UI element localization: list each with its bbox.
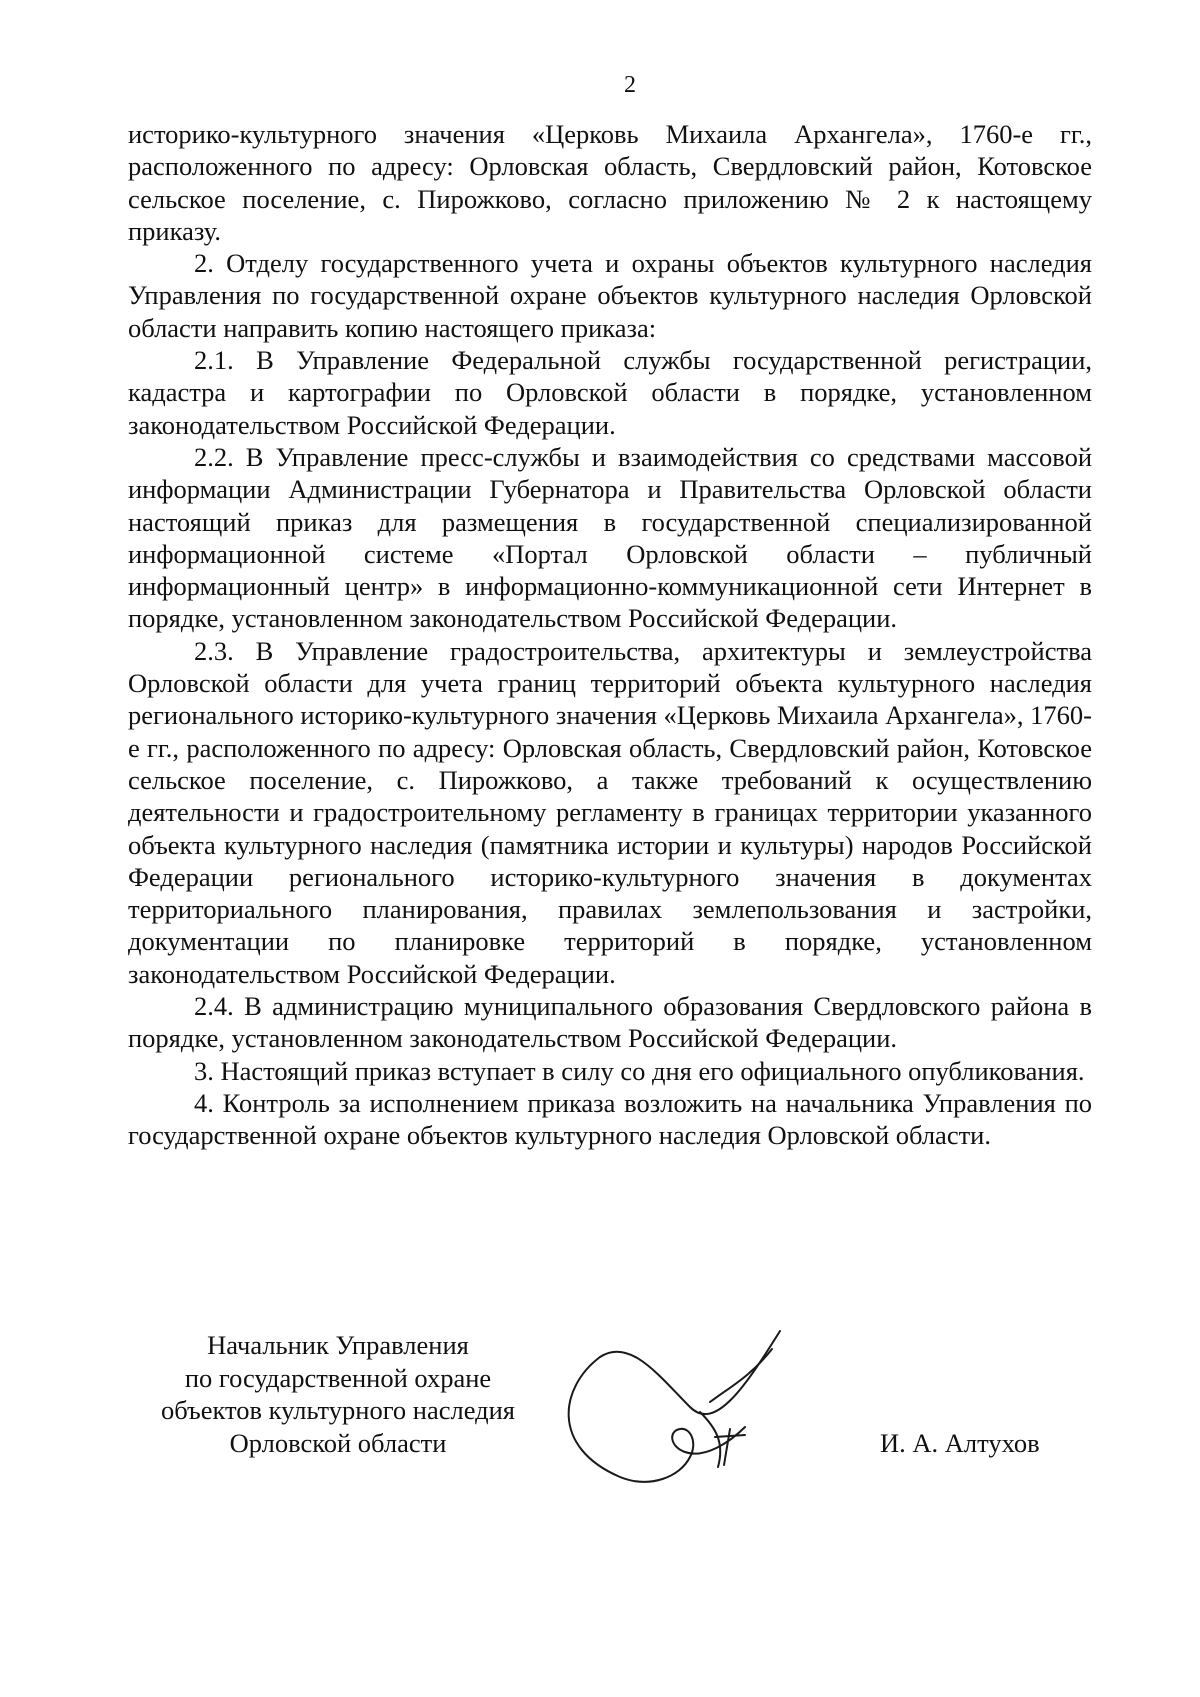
paragraph-item-3: 3. Настоящий приказ вступает в силу со дня его официального опубликования. [194, 1055, 1085, 1086]
paragraph-item-4: 4. Контроль за исполнением приказа возложить на начальника Управления по государственной охране объектов культурного наследия Орловской области. [128, 1087, 1092, 1151]
signature-block [0, 1329, 1200, 1529]
paragraph-item-2: 2. Отделу государственного учета и охраны объектов культурного наследия Управления по государственной охране объектов культурного наследия Орловской области направить копию настоящего приказа: [128, 248, 1092, 343]
signatory-position-line: объектов культурного наследия [160, 1395, 515, 1426]
page-number: 2 [624, 72, 636, 98]
paragraph-item-2-3: 2.3. В Управление градостроительства, архитектуры и землеустройства Орловской области для учета границ территорий объекта культурного наследия регионального историко-культурного значения «Церковь Михаила Архангела», 1760-е гг., расположенного по адресу: Орловская область, Свердловский район, Котовское сельское поселение, с. Пирожково, а также требований к осуществлению деятельности и градостроительному регламенту в границах территории указанного объекта культурного наследия (памятника истории и культуры) народов Российской Федерации регионального историко-культурного значения в документах территориального планирования, правилах землепользования и застройки, документации по планировке территорий в порядке, установленном законодательством Российской Федерации. [128, 635, 1092, 989]
signatory-name: И. А. Алтухов [880, 1428, 1040, 1458]
signatory-position [148, 1329, 528, 1459]
paragraph-continuation: историко-культурного значения «Церковь Михаила Архангела», 1760-е гг., расположенного по адресу: Орловская область, Свердловский район, Котовское сельское поселение, с. Пирожково, согласно приложению № 2 к настоящему приказу. [128, 119, 1092, 246]
signatory-position-line: Начальник Управления [207, 1330, 469, 1360]
document-body [128, 118, 1092, 1152]
signatory-position-line: по государственной охране [184, 1362, 492, 1393]
paragraph-item-2-1: 2.1. В Управление Федеральной службы государственной регистрации, кадастра и картографии по Орловской области в порядке, установленном законодательством Российской Федерации. [128, 345, 1092, 440]
paragraph-item-2-2: 2.2. В Управление пресс-службы и взаимодействия со средствами массовой информации Администрации Губернатора и Правительства Орловской области настоящий приказ для размещения в государственной специализированной информационной системе «Портал Орловской области – публичный информационный центр» в информационно-коммуникационной сети Интернет в порядке, установленном законодательством Российской Федерации. [128, 441, 1092, 634]
signatory-position-line: Орловской области [229, 1427, 447, 1458]
handwritten-signature-icon [540, 1317, 820, 1517]
paragraph-item-2-4: 2.4. В администрацию муниципального образования Свердловского района в порядке, установленном законодательством Российской Федерации. [128, 991, 1092, 1054]
